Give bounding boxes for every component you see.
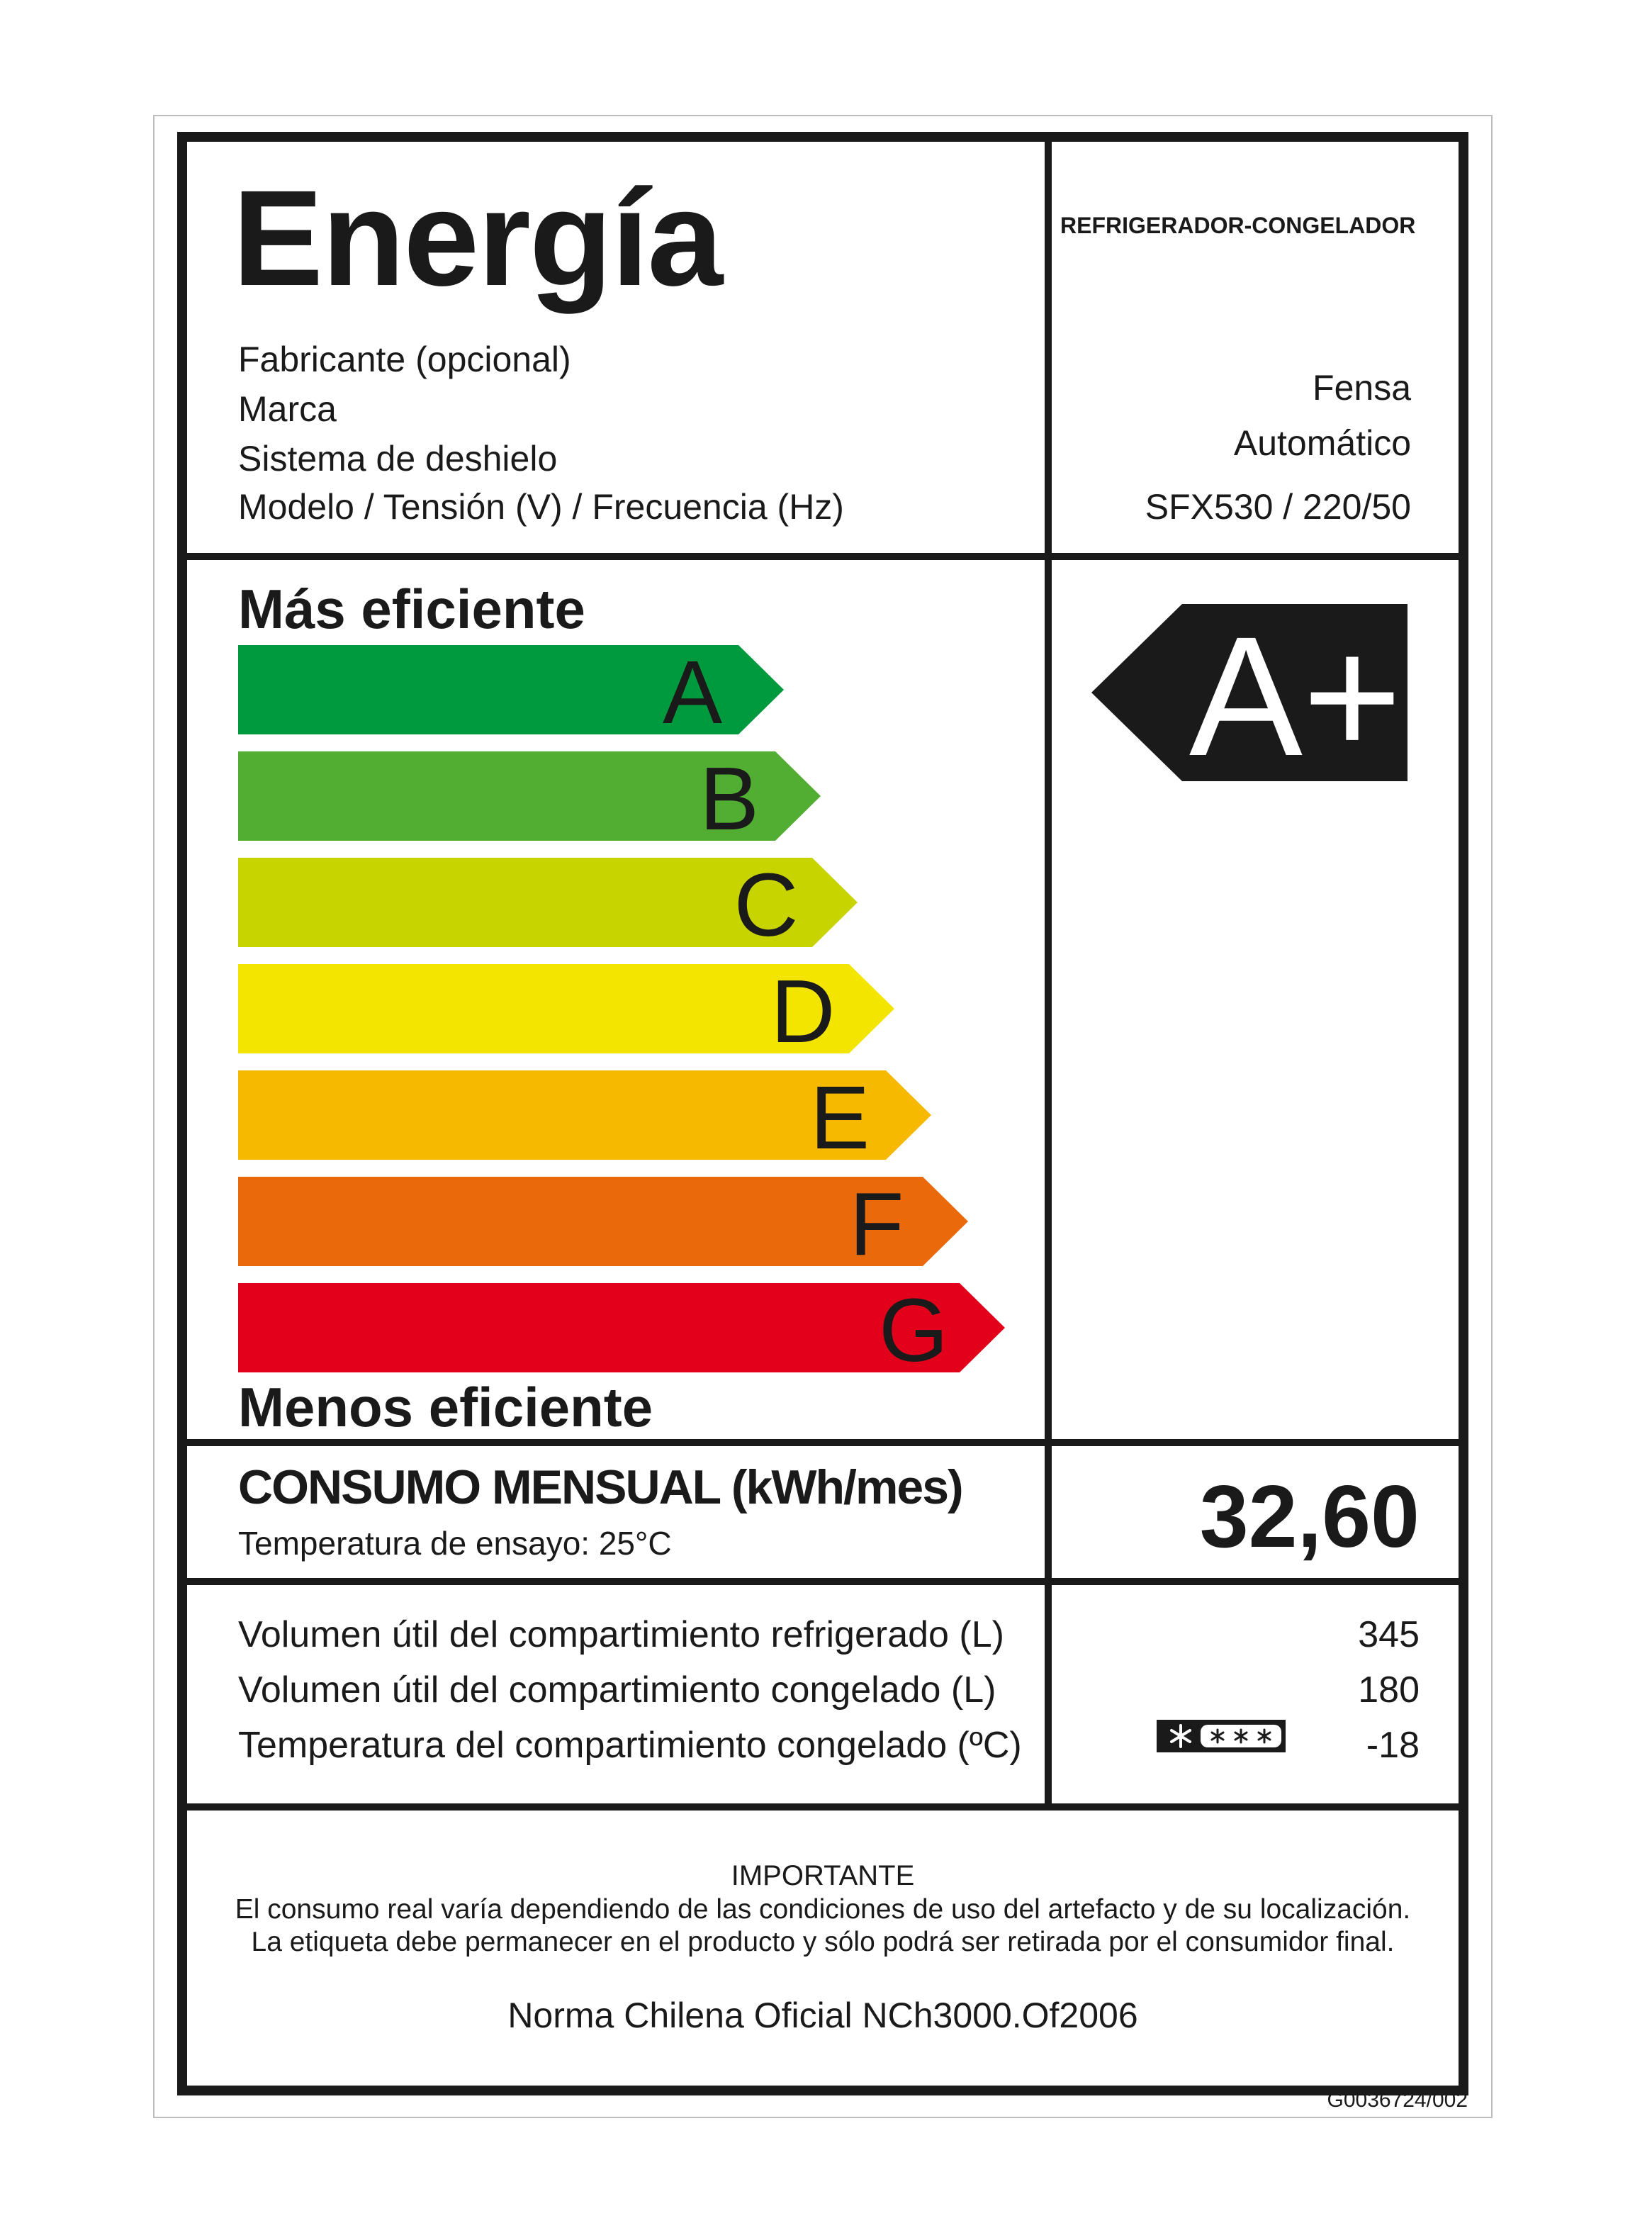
- efficiency-bar-letter: C: [734, 855, 799, 955]
- appliance-type: REFRIGERADOR-CONGELADOR: [1060, 213, 1416, 238]
- efficiency-bar-d: [238, 961, 894, 1061]
- divider-consumo: [177, 1578, 1468, 1585]
- divider-efficiency: [177, 1439, 1468, 1446]
- rating-arrow: [1091, 601, 1407, 791]
- efficiency-bottom-label: Menos eficiente: [238, 1376, 653, 1438]
- info-label-fabricante: Fabricante (opcional): [238, 340, 571, 379]
- volume-label-refrigerado: Volumen útil del compartimiento refrigerado (L): [238, 1614, 1004, 1655]
- standard-norm: Norma Chilena Oficial NCh3000.Of2006: [507, 1996, 1138, 2035]
- info-label-marca: Marca: [238, 389, 337, 429]
- label-title: Energía: [232, 162, 722, 314]
- volume-value-refrigerado: 345: [1358, 1614, 1420, 1655]
- notice-line-2: La etiqueta debe permanecer en el producto y sólo podrá ser retirada por el consumidor final.: [251, 1927, 1395, 1957]
- consumo-label: CONSUMO MENSUAL (kWh/mes): [238, 1460, 962, 1514]
- temperature-value-congelado: -18: [1366, 1725, 1420, 1766]
- efficiency-top-label: Más eficiente: [238, 578, 585, 640]
- divider-header: [177, 553, 1468, 560]
- efficiency-bar-letter: F: [849, 1174, 904, 1274]
- consumo-value: 32,60: [1199, 1468, 1420, 1566]
- divider-vertical-efficiency: [1045, 560, 1052, 1439]
- info-value-modelo: SFX530 / 220/50: [1145, 487, 1411, 527]
- divider-vertical-volumes: [1045, 1585, 1052, 1803]
- efficiency-bar-letter: G: [878, 1280, 948, 1380]
- efficiency-bar-letter: E: [809, 1068, 870, 1168]
- efficiency-bar-a: [238, 642, 784, 742]
- info-value-deshielo: Automático: [1233, 423, 1411, 463]
- efficiency-bar-b: [238, 749, 821, 849]
- efficiency-bar-g: [238, 1280, 1005, 1380]
- efficiency-bar-f: [238, 1174, 968, 1274]
- notice-title: IMPORTANTE: [731, 1860, 915, 1891]
- four-star-freezer-icon: [1157, 1720, 1286, 1752]
- consumo-test-temperature: Temperatura de ensayo: 25°C: [238, 1525, 672, 1562]
- label-code: G0036724/002: [1327, 2088, 1468, 2112]
- efficiency-bar-e: [238, 1068, 931, 1168]
- notice-line-1: El consumo real varía dependiendo de las condiciones de uso del artefacto y de su localización.: [235, 1894, 1411, 1925]
- info-value-marca: Fensa: [1313, 368, 1411, 408]
- volume-label-congelado: Volumen útil del compartimiento congelado (L): [238, 1669, 996, 1711]
- rating-value: A+: [1189, 601, 1403, 791]
- divider-vertical-header: [1045, 139, 1052, 553]
- divider-volumes: [177, 1803, 1468, 1811]
- divider-vertical-consumo: [1045, 1446, 1052, 1578]
- info-label-modelo: Modelo / Tensión (V) / Frecuencia (Hz): [238, 487, 844, 527]
- efficiency-bar-c: [238, 855, 858, 955]
- volume-value-congelado: 180: [1358, 1669, 1420, 1711]
- efficiency-bar-letter: D: [770, 961, 836, 1061]
- efficiency-bar-letter: B: [699, 749, 760, 849]
- temperature-label-congelado: Temperatura del compartimiento congelado (ºC): [238, 1725, 1022, 1766]
- efficiency-bar-letter: A: [662, 642, 723, 742]
- info-label-deshielo: Sistema de deshielo: [238, 439, 558, 478]
